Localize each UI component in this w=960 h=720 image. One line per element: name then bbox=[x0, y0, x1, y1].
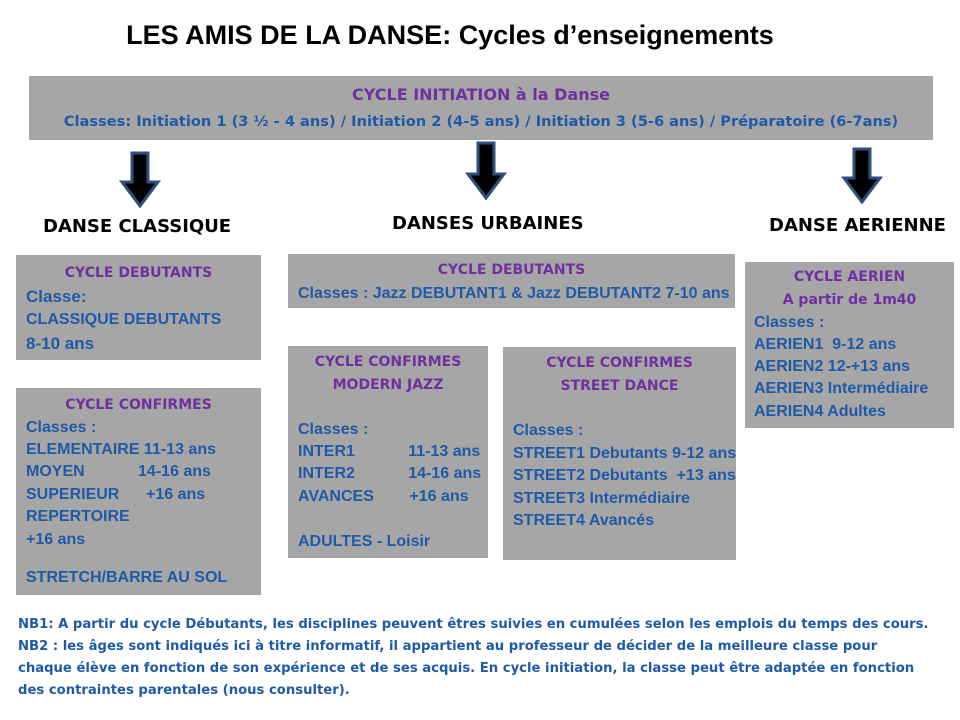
section-danse-classique: DANSE CLASSIQUE bbox=[43, 216, 232, 237]
box-line: Classes : bbox=[298, 421, 369, 438]
classique-confirmes-box bbox=[16, 388, 261, 595]
box-line: AERIEN1 9-12 ans bbox=[754, 336, 897, 353]
box-title: CYCLE CONFIRMES bbox=[546, 355, 693, 371]
box-line: AERIEN3 Intermédiaire bbox=[754, 380, 929, 397]
box-title: CYCLE CONFIRMES bbox=[65, 397, 212, 413]
box-line: 8-10 ans bbox=[26, 334, 95, 353]
box-line: Classe: bbox=[26, 287, 87, 306]
box-line: AERIEN2 12-+13 ans bbox=[754, 358, 911, 375]
box-line: Classes : bbox=[754, 314, 825, 331]
box-title: CYCLE DEBUTANTS bbox=[437, 262, 586, 278]
box-line: SUPERIEUR +16 ans bbox=[26, 486, 206, 503]
note-line: chaque élève en fonction de son expérience et de ses acquis. En cycle initiation, la classe peut être adaptée en fonction bbox=[18, 661, 915, 676]
initiation-classes: Classes: Initiation 1 (3 ½ - 4 ans) / Initiation 2 (4-5 ans) / Initiation 3 (5-6 ans) / Préparatoire (6-7ans) bbox=[63, 113, 899, 130]
note-line: NB1: A partir du cycle Débutants, les disciplines peuvent êtres suivies en cumulées selon les emplois du temps des cours. bbox=[18, 617, 929, 632]
urbaines-debutants-box bbox=[288, 254, 735, 308]
street-dance-box bbox=[503, 347, 736, 560]
box-line: STREET3 Intermédiaire bbox=[513, 490, 690, 507]
down-arrow-icon bbox=[841, 147, 883, 205]
note-line: NB2 : les âges sont indiqués ici à titre informatif, il appartient au professeur de décider de la meilleure classe pour bbox=[18, 639, 878, 654]
box-title: CYCLE AERIEN bbox=[793, 269, 906, 285]
notes bbox=[18, 614, 958, 702]
box-title: CYCLE CONFIRMES bbox=[314, 354, 462, 370]
down-arrow-icon bbox=[465, 141, 507, 201]
box-line: INTER2 14-16 ans bbox=[298, 465, 482, 482]
box-line: AVANCES +16 ans bbox=[298, 488, 469, 505]
initiation-box bbox=[29, 76, 933, 140]
section-danses-urbaines: DANSES URBAINES bbox=[392, 213, 584, 234]
box-subtitle: A partir de 1m40 bbox=[782, 292, 917, 308]
box-line: STREET4 Avancés bbox=[513, 512, 655, 529]
box-line: STREET2 Debutants +13 ans bbox=[513, 467, 736, 484]
box-subtitle: STREET DANCE bbox=[560, 378, 679, 394]
section-danse-aerienne: DANSE AERIENNE bbox=[769, 215, 946, 236]
box-line: AERIEN4 Adultes bbox=[754, 403, 886, 420]
box-subtitle: MODERN JAZZ bbox=[332, 377, 444, 393]
box-line: ELEMENTAIRE 11-13 ans bbox=[26, 441, 216, 458]
box-line: CLASSIQUE DEBUTANTS bbox=[26, 311, 222, 328]
box-line: STREET1 Debutants 9-12 ans bbox=[513, 445, 737, 462]
page-title: LES AMIS DE LA DANSE: Cycles d’enseignements bbox=[126, 20, 774, 50]
box-line: Classes : bbox=[26, 419, 97, 436]
classique-debutants-box bbox=[16, 255, 261, 360]
box-line: STRETCH/BARRE AU SOL bbox=[26, 569, 228, 586]
box-line: INTER1 11-13 ans bbox=[298, 443, 481, 460]
note-line: des contraintes parentales (nous consulter). bbox=[18, 683, 350, 698]
box-line: +16 ans bbox=[26, 531, 86, 548]
down-arrow-icon bbox=[119, 151, 161, 209]
box-line: ADULTES - Loisir bbox=[298, 533, 431, 550]
box-line: MOYEN 14-16 ans bbox=[26, 463, 211, 480]
box-line: Classes : bbox=[513, 422, 584, 439]
modern-jazz-box bbox=[288, 346, 488, 558]
initiation-title: CYCLE INITIATION à la Danse bbox=[352, 85, 610, 104]
aerien-box bbox=[745, 262, 954, 428]
box-title: CYCLE DEBUTANTS bbox=[64, 265, 213, 281]
box-line: REPERTOIRE bbox=[26, 508, 130, 525]
box-line: Classes : Jazz DEBUTANT1 & Jazz DEBUTANT2 7-10 ans bbox=[298, 285, 730, 302]
